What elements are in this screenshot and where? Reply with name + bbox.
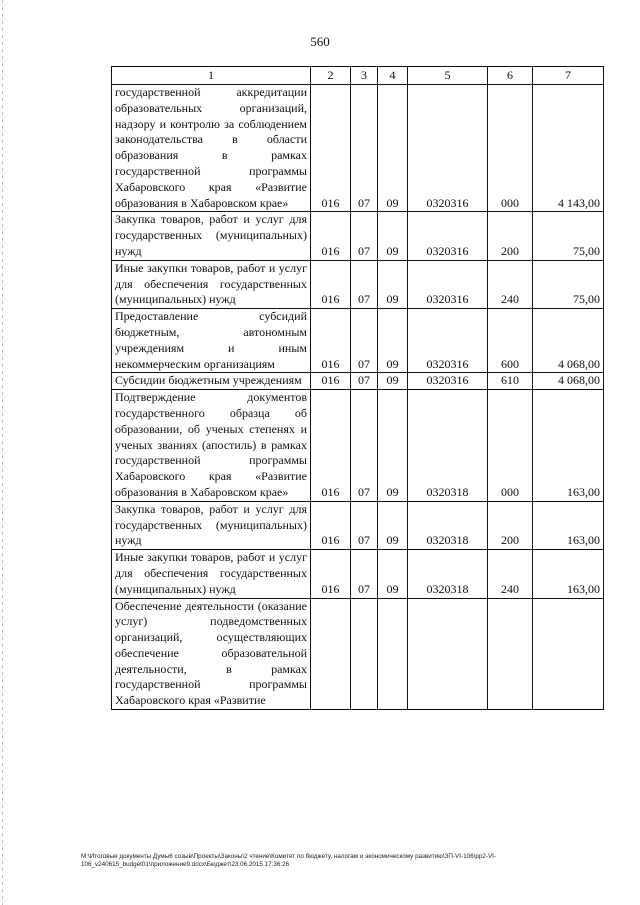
row-name: Обеспечение деятельности (оказание услуг) подведомственных организаций, осуществляющих обеспечение образовательной деятельности, в рамках государственной программы Хабаровского края «Развитие — [112, 598, 311, 710]
row-section-code: 07 — [351, 550, 378, 598]
row-ministry-code: 016 — [311, 550, 351, 598]
row-subsection-code: 09 — [378, 260, 408, 308]
row-target-article: 0320318 — [408, 501, 488, 549]
row-section-code: 07 — [351, 390, 378, 502]
row-expense-type — [488, 598, 533, 710]
row-ministry-code: 016 — [311, 212, 351, 260]
row-amount: 163,00 — [533, 390, 604, 502]
row-name: Закупка товаров, работ и услуг для государственных (муниципальных) нужд — [112, 212, 311, 260]
table-row — [112, 501, 604, 549]
header-col-1: 1 — [112, 67, 311, 85]
row-ministry-code: 016 — [311, 501, 351, 549]
row-subsection-code: 09 — [378, 390, 408, 502]
row-name: Субсидии бюджетным учреждениям — [112, 373, 311, 390]
row-target-article: 0320316 — [408, 212, 488, 260]
row-target-article: 0320318 — [408, 550, 488, 598]
row-amount: 75,00 — [533, 212, 604, 260]
row-expense-type: 240 — [488, 550, 533, 598]
row-amount: 163,00 — [533, 550, 604, 598]
row-expense-type: 600 — [488, 309, 533, 373]
row-section-code: 07 — [351, 85, 378, 212]
row-subsection-code: 09 — [378, 309, 408, 373]
row-subsection-code: 09 — [378, 85, 408, 212]
row-target-article: 0320316 — [408, 260, 488, 308]
table-header-row — [112, 67, 604, 85]
table-row — [112, 212, 604, 260]
row-amount: 4 143,00 — [533, 85, 604, 212]
budget-table — [111, 66, 604, 710]
row-target-article: 0320316 — [408, 373, 488, 390]
row-subsection-code: 09 — [378, 501, 408, 549]
row-expense-type: 000 — [488, 85, 533, 212]
row-ministry-code: 016 — [311, 373, 351, 390]
row-target-article — [408, 598, 488, 710]
header-col-2: 2 — [311, 67, 351, 85]
row-ministry-code: 016 — [311, 390, 351, 502]
row-target-article: 0320316 — [408, 309, 488, 373]
row-ministry-code: 016 — [311, 85, 351, 212]
table-row — [112, 85, 604, 212]
row-section-code: 07 — [351, 501, 378, 549]
row-subsection-code — [378, 598, 408, 710]
header-col-4: 4 — [378, 67, 408, 85]
row-section-code: 07 — [351, 309, 378, 373]
header-col-5: 5 — [408, 67, 488, 85]
row-amount — [533, 598, 604, 710]
row-name: Иные закупки товаров, работ и услуг для обеспечения государственных (муниципальных) нужд — [112, 550, 311, 598]
header-col-6: 6 — [488, 67, 533, 85]
row-section-code: 07 — [351, 373, 378, 390]
row-section-code: 07 — [351, 212, 378, 260]
table-row — [112, 550, 604, 598]
row-expense-type: 610 — [488, 373, 533, 390]
row-expense-type: 200 — [488, 212, 533, 260]
row-ministry-code: 016 — [311, 309, 351, 373]
row-subsection-code: 09 — [378, 550, 408, 598]
table-row — [112, 390, 604, 502]
header-col-7: 7 — [533, 67, 604, 85]
scan-edge — [2, 0, 3, 905]
row-amount: 75,00 — [533, 260, 604, 308]
row-name: государственной аккредитации образовательных организаций, надзору и контролю за соблюдением законодательства в области образования в рамках государственной программы Хабаровского края «Развитие образования в Хабаровском крае» — [112, 85, 311, 212]
row-subsection-code: 09 — [378, 373, 408, 390]
row-section-code: 07 — [351, 260, 378, 308]
row-amount: 4 068,00 — [533, 309, 604, 373]
file-path-footer: M:\Итоговые документы Думы6 созыв\Проекты\Законы\2 чтение\Комитет по бюджету, налогам и экономическому развитию\ЗП-VI-106\pp2-VI-106_v240615_budget01\приложение9.docx\Бюджет\23.06.2015 17:36:26 — [81, 853, 497, 868]
header-col-3: 3 — [351, 67, 378, 85]
row-ministry-code: 016 — [311, 260, 351, 308]
table-row — [112, 373, 604, 390]
row-name: Предоставление субсидий бюджетным, автономным учреждениям и иным некоммерческим организациям — [112, 309, 311, 373]
row-expense-type: 240 — [488, 260, 533, 308]
row-expense-type: 200 — [488, 501, 533, 549]
table-row — [112, 260, 604, 308]
row-amount: 163,00 — [533, 501, 604, 549]
row-name: Подтверждение документов государственного образца об образовании, об ученых степенях и ученых званиях (апостиль) в рамках государственной программы Хабаровского края «Развитие образования в Хабаровском крае» — [112, 390, 311, 502]
table-row — [112, 598, 604, 710]
table-row — [112, 309, 604, 373]
row-target-article: 0320318 — [408, 390, 488, 502]
row-expense-type: 000 — [488, 390, 533, 502]
row-target-article: 0320316 — [408, 85, 488, 212]
row-ministry-code — [311, 598, 351, 710]
row-amount: 4 068,00 — [533, 373, 604, 390]
row-section-code — [351, 598, 378, 710]
row-name: Закупка товаров, работ и услуг для государственных (муниципальных) нужд — [112, 501, 311, 549]
row-subsection-code: 09 — [378, 212, 408, 260]
row-name: Иные закупки товаров, работ и услуг для обеспечения государственных (муниципальных) нужд — [112, 260, 311, 308]
page-number: 560 — [310, 34, 330, 49]
